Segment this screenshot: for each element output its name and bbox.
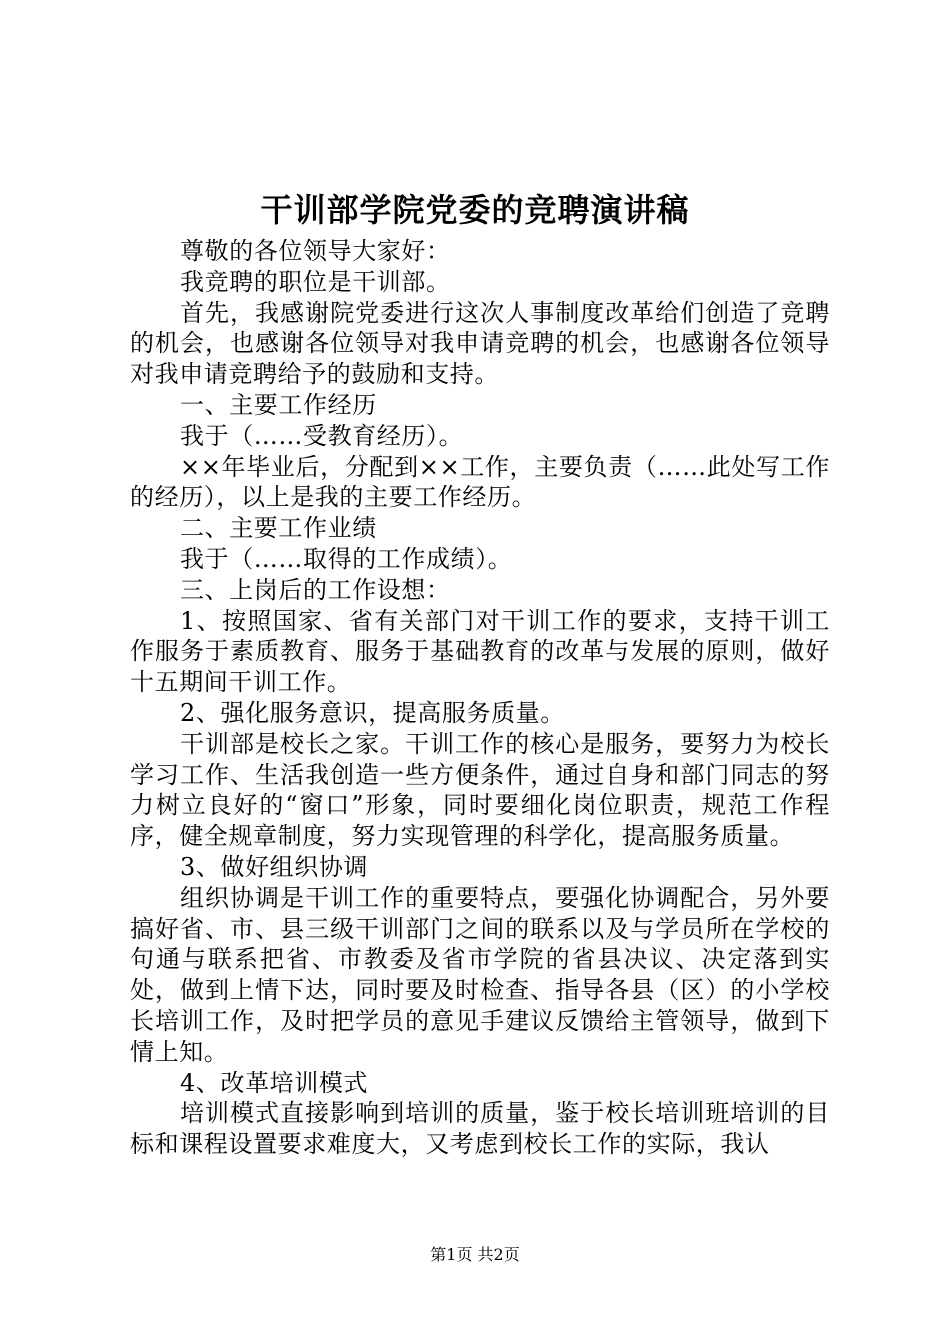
- paragraph-achievements: 我于（……取得的工作成绩）。: [180, 544, 513, 573]
- page-number-footer: 第1页 共2页: [430, 1245, 520, 1264]
- section-heading-achievements: 二、主要工作业绩: [180, 514, 377, 543]
- paragraph-plan-2: 2、强化服务意识，提高服务质量。: [180, 698, 565, 727]
- section-heading-experience: 一、主要工作经历: [180, 390, 377, 419]
- paragraph-education: 我于（……受教育经历）。: [180, 421, 464, 450]
- paragraph-training-mode: 培训模式直接影响到培训的质量，鉴于校长培训班培训的目标和课程设置要求难度大，又考虑到校长工作的实际，我认: [130, 1099, 830, 1159]
- paragraph-service: 干训部是校长之家。干训工作的核心是服务，要努力为校长学习工作、生活我创造一些方便条件，通过自身和部门同志的努力树立良好的“窗口”形象，同时要细化岗位职责，规范工作程序，健全规章制度，努力实现管理的科学化，提高服务质量。: [130, 729, 830, 851]
- document-title: 干训部学院党委的竞聘演讲稿: [260, 191, 690, 229]
- paragraph-position: 我竞聘的职位是干训部。: [180, 267, 451, 296]
- paragraph-plan-1: 1、按照国家、省有关部门对干训工作的要求，支持干训工作服务于素质教育、服务于基础教育的改革与发展的原则，做好十五期间干训工作。: [130, 606, 830, 697]
- paragraph-coordination: 组织协调是干训工作的重要特点，要强化协调配合，另外要搞好省、市、县三级干训部门之间的联系以及与学员所在学校的句通与联系把省、市教委及省市学院的省县决议、决定落到实处，做到上情下达，同时要及时检查、指导各县（区）的小学校长培训工作，及时把学员的意见手建议反馈给主管领导，做到下情上知。: [130, 883, 830, 1066]
- paragraph-greeting: 尊敬的各位领导大家好：: [180, 237, 451, 265]
- section-heading-plans: 三、上岗后的工作设想：: [180, 575, 451, 604]
- paragraph-plan-3: 3、做好组织协调: [180, 852, 369, 881]
- paragraph-plan-4: 4、改革培训模式: [180, 1068, 369, 1097]
- document-body: [130, 236, 830, 1160]
- paragraph-thanks: 首先，我感谢院党委进行这次人事制度改革给们创造了竞聘的机会，也感谢各位领导对我申请竞聘的机会，也感谢各位领导对我申请竞聘给予的鼓励和支持。: [130, 298, 830, 389]
- paragraph-work-history: ××年毕业后，分配到××工作，主要负责（……此处写工作的经历），以上是我的主要工作经历。: [130, 452, 830, 512]
